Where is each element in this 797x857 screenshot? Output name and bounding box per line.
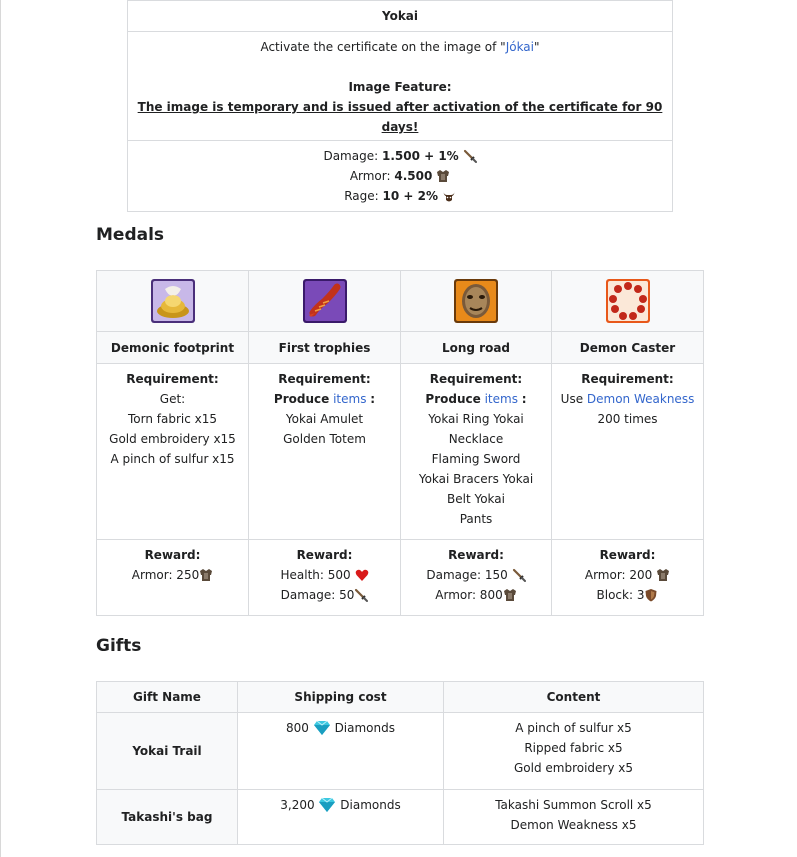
stat-label: Armor: bbox=[349, 169, 391, 183]
sword-icon bbox=[512, 568, 526, 582]
gifts-heading: Gifts bbox=[96, 636, 142, 656]
certificate-description bbox=[128, 32, 673, 141]
heart-icon bbox=[355, 568, 369, 582]
medals-heading: Medals bbox=[96, 225, 165, 245]
gift-content bbox=[444, 790, 704, 845]
reward-text: Damage: 50 bbox=[280, 588, 355, 602]
use-label: Use bbox=[560, 392, 584, 406]
requirement-line: A pinch of sulfur x15 bbox=[110, 452, 235, 466]
reward-title: Reward: bbox=[599, 548, 656, 562]
requirement-title: Requirement: bbox=[581, 372, 674, 386]
medal-image-cell bbox=[401, 271, 552, 332]
medal-requirement bbox=[401, 364, 552, 540]
stat-value: 1.500 + 1% bbox=[381, 149, 459, 163]
gift-name-header: Gift Name bbox=[97, 682, 238, 713]
reward-text: Block: 3 bbox=[596, 588, 645, 602]
demon-weakness-link[interactable]: Demon Weakness bbox=[586, 392, 695, 406]
stat-label: Rage: bbox=[344, 189, 379, 203]
medal-image-cell bbox=[249, 271, 401, 332]
stat-rage bbox=[132, 186, 668, 206]
stat-damage bbox=[132, 146, 668, 166]
medal-image-cell bbox=[552, 271, 704, 332]
medal-name: First trophies bbox=[249, 332, 401, 364]
medal-name: Demon Caster bbox=[552, 332, 704, 364]
produce-colon: : bbox=[370, 392, 376, 406]
sword-icon bbox=[354, 588, 368, 602]
medal-reward bbox=[249, 540, 401, 616]
reward-line bbox=[97, 565, 248, 585]
content-line: Takashi Summon Scroll x5 bbox=[495, 798, 652, 812]
table-row bbox=[97, 790, 704, 845]
reward-text: Armor: 800 bbox=[435, 588, 503, 602]
feature-title: Image Feature: bbox=[348, 80, 452, 94]
requirement-line: 200 times bbox=[597, 412, 658, 426]
reward-line bbox=[552, 565, 703, 585]
gift-name: Takashi's bag bbox=[97, 790, 238, 845]
stat-label: Damage: bbox=[323, 149, 379, 163]
reward-line bbox=[401, 565, 551, 585]
gifts-table bbox=[96, 681, 704, 845]
armor-icon bbox=[656, 568, 670, 582]
cost-value: 3,200 bbox=[280, 798, 315, 812]
certificate-stats bbox=[128, 141, 673, 212]
activate-suffix: " bbox=[534, 40, 540, 54]
table-row bbox=[97, 713, 704, 790]
requirement-line: Yokai Amulet bbox=[285, 412, 364, 426]
requirement-line: Belt Yokai bbox=[447, 492, 505, 506]
reward-text: Health: 500 bbox=[280, 568, 351, 582]
certificate-title: Yokai bbox=[128, 1, 673, 32]
medal-reward bbox=[401, 540, 552, 616]
diamond-icon bbox=[318, 797, 336, 813]
armor-icon bbox=[503, 588, 517, 602]
stat-armor bbox=[132, 166, 668, 186]
produce-line bbox=[401, 389, 551, 409]
diamond-icon bbox=[313, 720, 331, 736]
content-line: Gold embroidery x5 bbox=[513, 761, 634, 775]
gift-name: Yokai Trail bbox=[97, 713, 238, 790]
reward-line bbox=[552, 585, 703, 605]
medal-image-cell bbox=[97, 271, 249, 332]
medal-name: Demonic footprint bbox=[97, 332, 249, 364]
reward-text: Armor: 250 bbox=[131, 568, 200, 582]
armor-icon bbox=[436, 169, 450, 183]
jokai-link[interactable]: Jókai bbox=[505, 40, 534, 54]
produce-line bbox=[249, 389, 400, 409]
feature-note: The image is temporary and is issued after activation of the certificate for 90 days! bbox=[137, 100, 663, 134]
requirement-line: Yokai Bracers Yokai bbox=[418, 472, 534, 486]
reward-text: Armor: 200 bbox=[584, 568, 653, 582]
shield-icon bbox=[644, 588, 658, 602]
produce-label: Produce bbox=[273, 392, 330, 406]
requirement-line: Golden Totem bbox=[283, 432, 366, 446]
requirement-title: Requirement: bbox=[126, 372, 219, 386]
reward-title: Reward: bbox=[448, 548, 504, 562]
armor-icon bbox=[199, 568, 213, 582]
requirement-title: Requirement: bbox=[429, 372, 523, 386]
bull-icon bbox=[442, 189, 456, 203]
beads-icon bbox=[606, 279, 650, 323]
requirement-line: Torn fabric x15 bbox=[127, 412, 218, 426]
reward-title: Reward: bbox=[144, 548, 201, 562]
medal-name: Long road bbox=[401, 332, 552, 364]
requirement-line: Pants bbox=[459, 512, 493, 526]
produce-label: Produce bbox=[425, 392, 481, 406]
reward-line bbox=[401, 585, 551, 605]
medals-table bbox=[96, 270, 704, 616]
reward-title: Reward: bbox=[296, 548, 353, 562]
items-link[interactable]: items bbox=[484, 392, 518, 406]
content-header: Content bbox=[444, 682, 704, 713]
content-line: Ripped fabric x5 bbox=[524, 741, 623, 755]
shipping-cost-header: Shipping cost bbox=[238, 682, 444, 713]
requirement-line: Gold embroidery x15 bbox=[109, 432, 236, 446]
gold-pile-icon bbox=[151, 279, 195, 323]
sausage-icon bbox=[303, 279, 347, 323]
medal-reward bbox=[97, 540, 249, 616]
medal-reward bbox=[552, 540, 704, 616]
use-line bbox=[552, 389, 703, 409]
gift-cost bbox=[238, 790, 444, 845]
stat-value: 10 + 2% bbox=[382, 189, 438, 203]
reward-line bbox=[249, 585, 400, 605]
currency-label: Diamonds bbox=[340, 798, 401, 812]
currency-label: Diamonds bbox=[334, 721, 395, 735]
medal-requirement bbox=[552, 364, 704, 540]
produce-colon: : bbox=[521, 392, 527, 406]
sword-icon bbox=[463, 149, 477, 163]
requirement-line: Flaming Sword bbox=[431, 452, 521, 466]
page-left-edge bbox=[0, 0, 1, 857]
medal-requirement bbox=[97, 364, 249, 540]
certificate-table bbox=[127, 0, 673, 212]
content-line: Demon Weakness x5 bbox=[510, 818, 637, 832]
cost-value: 800 bbox=[286, 721, 309, 735]
activate-prefix: Activate the certificate on the image of " bbox=[260, 40, 506, 54]
mask-icon bbox=[454, 279, 498, 323]
medal-requirement bbox=[249, 364, 401, 540]
content-line: A pinch of sulfur x5 bbox=[515, 721, 632, 735]
gift-content bbox=[444, 713, 704, 790]
items-link[interactable]: items bbox=[333, 392, 367, 406]
requirement-line: Necklace bbox=[448, 432, 504, 446]
requirement-title: Requirement: bbox=[278, 372, 371, 386]
requirement-line: Yokai Ring Yokai bbox=[428, 412, 524, 426]
requirement-line: Get: bbox=[159, 392, 186, 406]
stat-value: 4.500 bbox=[394, 169, 433, 183]
gift-cost bbox=[238, 713, 444, 790]
reward-text: Damage: 150 bbox=[426, 568, 508, 582]
reward-line bbox=[249, 565, 400, 585]
